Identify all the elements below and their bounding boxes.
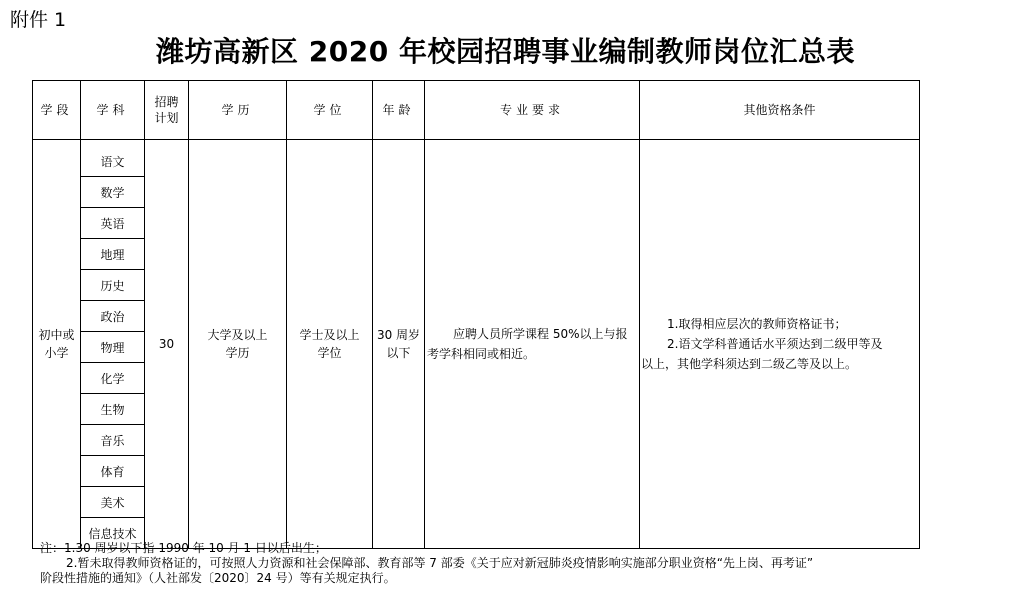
header-plan-line2: 计划 [154, 111, 179, 125]
subject-cell: 化学 [81, 363, 145, 394]
attachment-label: 附件 1 [10, 9, 67, 31]
age-line2: 以下 [386, 346, 411, 360]
header-other: 其他资格条件 [640, 81, 920, 140]
major-line1: 应聘人员所学课程 50%以上与报 [453, 327, 628, 341]
education-cell [189, 140, 287, 549]
other-line3: 以上，其他学科须达到二级乙等及以上。 [641, 357, 858, 371]
age-cell [373, 140, 425, 549]
other-line1: 1.取得相应层次的教师资格证书； [667, 317, 847, 331]
stage-line1: 初中或 [38, 328, 75, 342]
subject-cell: 信息技术 [81, 518, 145, 549]
subject-cell: 物理 [81, 332, 145, 363]
note-line1: 注：1.30 周岁以下指 1990 年 10 月 1 日以后出生； [40, 541, 327, 555]
subject-cell: 英语 [81, 208, 145, 239]
age-line1: 30 周岁 [376, 328, 421, 342]
subject-cell: 数学 [81, 177, 145, 208]
major-line2: 考学科相同或相近。 [427, 347, 536, 361]
education-line2: 学历 [225, 346, 250, 360]
stage-line2: 小学 [44, 346, 69, 360]
positions-table [32, 80, 920, 549]
subject-cell: 历史 [81, 270, 145, 301]
degree-line1: 学士及以上 [299, 328, 360, 342]
header-plan-line1: 招聘 [154, 95, 179, 109]
other-cell [640, 140, 920, 549]
header-degree: 学位 [287, 81, 373, 140]
table-row [33, 140, 920, 147]
subject-cell: 生物 [81, 394, 145, 425]
header-subject: 学科 [81, 81, 145, 140]
subject-cell: 语文 [81, 146, 145, 177]
header-stage: 学段 [33, 81, 81, 140]
note-line2: 2.暂未取得教师资格证的，可按照人力资源和社会保障部、教育部等 7 部委《关于应对新冠肺炎疫情影响实施部分职业资格“先上岗、再考证” [66, 556, 814, 570]
degree-cell [287, 140, 373, 549]
header-education: 学历 [189, 81, 287, 140]
notes [40, 541, 1000, 586]
header-plan [145, 81, 189, 140]
header-major: 专业要求 [425, 81, 640, 140]
note-line3: 阶段性措施的通知》（人社部发〔2020〕24 号）等有关规定执行。 [40, 571, 396, 585]
stage-cell [33, 140, 81, 549]
page-title: 潍坊高新区 2020 年校园招聘事业编制教师岗位汇总表 [156, 35, 855, 68]
subject-cell: 音乐 [81, 425, 145, 456]
subject-cell: 政治 [81, 301, 145, 332]
major-cell [425, 140, 640, 549]
table-header-row [33, 81, 920, 140]
subject-cell: 地理 [81, 239, 145, 270]
plan-cell: 30 [145, 140, 189, 549]
header-age: 年龄 [373, 81, 425, 140]
education-line1: 大学及以上 [207, 328, 268, 342]
subject-cell: 体育 [81, 456, 145, 487]
other-line2: 2.语文学科普通话水平须达到二级甲等及 [667, 337, 883, 351]
degree-line2: 学位 [317, 346, 342, 360]
subject-cell: 美术 [81, 487, 145, 518]
